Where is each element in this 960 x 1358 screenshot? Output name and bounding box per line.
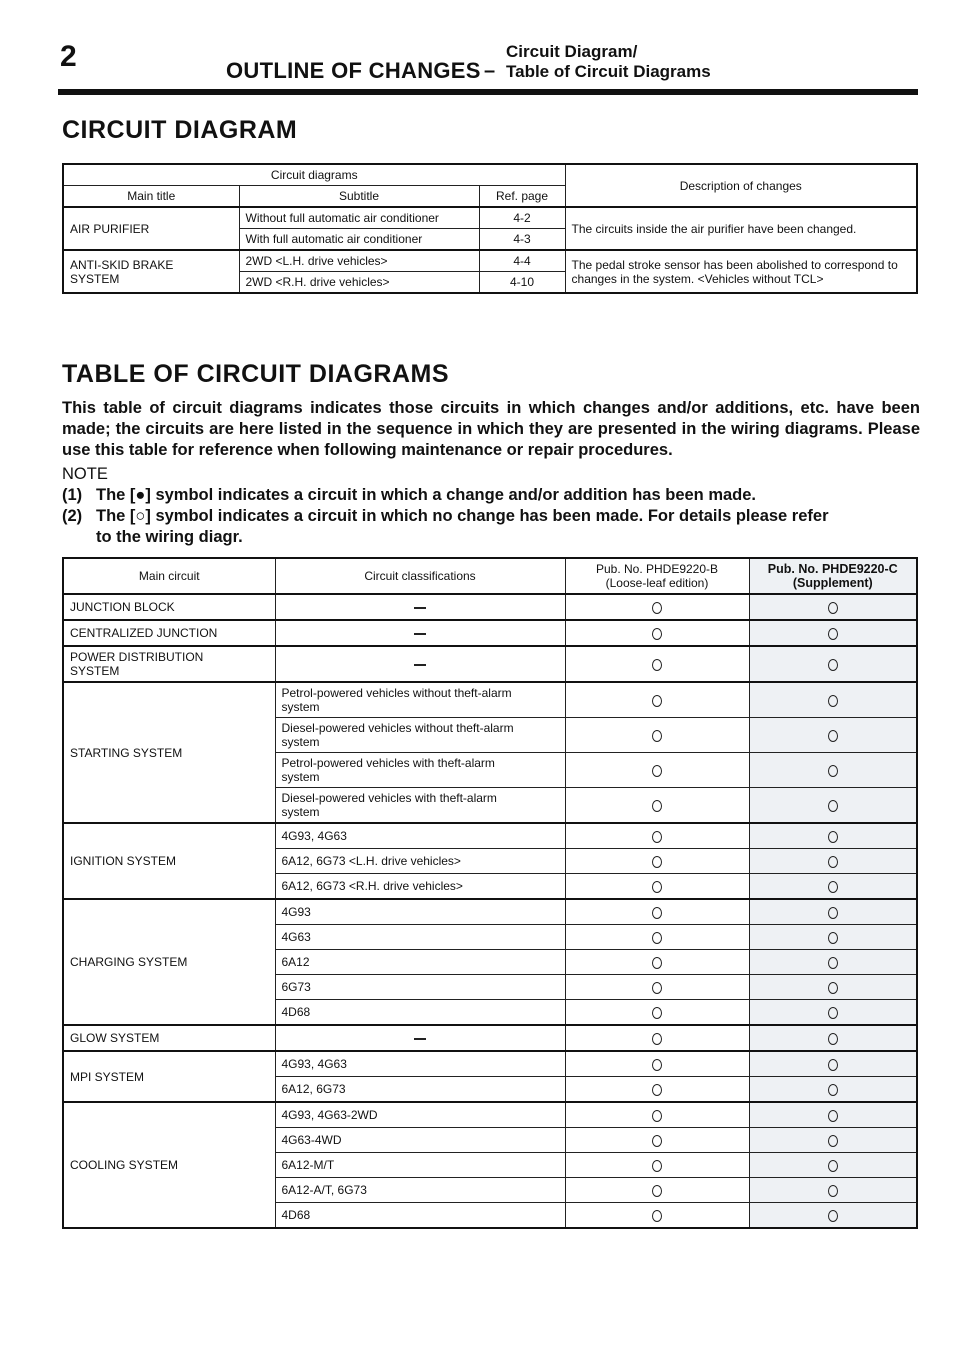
col-ref-page: Ref. page <box>479 186 565 208</box>
pub-c-number: Pub. No. PHDE9220-C <box>767 562 898 576</box>
supplement-status-cell <box>749 849 917 874</box>
main-circuit-cell: CENTRALIZED JUNCTION <box>63 620 275 646</box>
classification-cell: 4G93, 4G63 <box>275 1051 565 1077</box>
circle-symbol <box>828 1059 838 1071</box>
supplement-status-cell <box>749 950 917 975</box>
classification-cell <box>275 594 565 620</box>
loose-leaf-status-cell <box>565 1077 749 1103</box>
main-circuit-cell: CHARGING SYSTEM <box>63 899 275 1025</box>
supplement-status-cell <box>749 1203 917 1229</box>
circle-symbol <box>652 1160 662 1172</box>
circle-symbol <box>652 831 662 843</box>
circle-symbol <box>652 602 662 614</box>
supplement-status-cell <box>749 1153 917 1178</box>
circle-symbol <box>828 1007 838 1019</box>
supplement-status-cell <box>749 682 917 718</box>
pub-b-edition: (Loose-leaf edition) <box>605 576 709 590</box>
classification-cell: 6A12, 6G73 <L.H. drive vehicles> <box>275 849 565 874</box>
supplement-status-cell <box>749 1051 917 1077</box>
loose-leaf-status-cell <box>565 874 749 900</box>
table-row <box>63 1102 917 1128</box>
section-title-circuit-diagram: CIRCUIT DIAGRAM <box>62 116 298 144</box>
circle-symbol <box>828 1135 838 1147</box>
table-row <box>63 646 917 682</box>
loose-leaf-status-cell <box>565 975 749 1000</box>
loose-leaf-status-cell <box>565 1025 749 1051</box>
supplement-status-cell <box>749 899 917 925</box>
section-title-table-of-circuit-diagrams: TABLE OF CIRCUIT DIAGRAMS <box>62 360 450 388</box>
table-row <box>63 823 917 849</box>
loose-leaf-status-cell <box>565 1128 749 1153</box>
circle-symbol <box>828 800 838 812</box>
circle-symbol <box>828 831 838 843</box>
supplement-status-cell <box>749 620 917 646</box>
circle-symbol <box>652 856 662 868</box>
dash-symbol <box>414 1038 426 1040</box>
description-cell: The pedal stroke sensor has been abolished to correspond to changes in the system. <Vehicles without TCL> <box>565 250 917 293</box>
supplement-status-cell <box>749 823 917 849</box>
circle-symbol <box>828 602 838 614</box>
dash-symbol <box>414 607 426 609</box>
header-rule <box>58 89 918 95</box>
ref-page-cell: 4-3 <box>479 229 565 251</box>
loose-leaf-status-cell <box>565 718 749 753</box>
main-title-cell: AIR PURIFIER <box>63 207 239 250</box>
circle-symbol <box>652 1135 662 1147</box>
circle-symbol <box>828 881 838 893</box>
table-row <box>63 1025 917 1051</box>
main-circuit-cell: GLOW SYSTEM <box>63 1025 275 1051</box>
classification-cell: 6A12, 6G73 <box>275 1077 565 1103</box>
supplement-status-cell <box>749 788 917 824</box>
circle-symbol <box>652 1007 662 1019</box>
subtitle-cell: 2WD <R.H. drive vehicles> <box>239 272 479 294</box>
supplement-status-cell <box>749 753 917 788</box>
circle-symbol <box>828 1185 838 1197</box>
main-title-cell: ANTI-SKID BRAKE SYSTEM <box>63 250 239 293</box>
col-description: Description of changes <box>565 164 917 207</box>
classification-cell: 6A12-M/T <box>275 1153 565 1178</box>
circle-symbol <box>652 907 662 919</box>
supplement-status-cell <box>749 1077 917 1103</box>
classification-cell: 4D68 <box>275 1203 565 1229</box>
circle-symbol <box>652 800 662 812</box>
classification-cell: Diesel-powered vehicles with theft-alarm system <box>275 788 565 824</box>
supplement-status-cell <box>749 1178 917 1203</box>
loose-leaf-status-cell <box>565 849 749 874</box>
col-group-circuit-diagrams: Circuit diagrams <box>63 164 565 186</box>
note-number: (2) <box>62 507 83 525</box>
classification-cell: Petrol-powered vehicles without theft-alarm system <box>275 682 565 718</box>
circle-symbol <box>652 881 662 893</box>
col-subtitle: Subtitle <box>239 186 479 208</box>
note-heading: NOTE <box>62 465 108 483</box>
loose-leaf-status-cell <box>565 620 749 646</box>
header-dash: – <box>484 60 496 82</box>
circle-symbol <box>652 982 662 994</box>
classification-cell: 6A12, 6G73 <R.H. drive vehicles> <box>275 874 565 900</box>
circle-symbol <box>828 982 838 994</box>
col-main-circuit: Main circuit <box>63 558 275 594</box>
circuit-diagram-table <box>62 163 918 294</box>
intro-paragraph: This table of circuit diagrams indicates those circuits in which changes and/or additions, etc. have been made; the circuits are here listed in the sequence in which they are presented in the wiring diagrams. Please use this table for reference when following maintenance or repair procedures. <box>62 399 920 459</box>
table-row <box>63 594 917 620</box>
circle-symbol <box>652 695 662 707</box>
dash-symbol <box>414 664 426 666</box>
note-number: (1) <box>62 486 83 504</box>
supplement-status-cell <box>749 1025 917 1051</box>
supplement-status-cell <box>749 718 917 753</box>
main-circuit-cell: POWER DISTRIBUTION SYSTEM <box>63 646 275 682</box>
note-2 <box>62 506 920 548</box>
subtitle-cell: Without full automatic air conditioner <box>239 207 479 229</box>
note-text-continued: to the wiring diagr. <box>96 528 243 546</box>
ref-page-cell: 4-2 <box>479 207 565 229</box>
loose-leaf-status-cell <box>565 1000 749 1026</box>
circle-symbol <box>828 907 838 919</box>
loose-leaf-status-cell <box>565 753 749 788</box>
circle-symbol <box>652 1059 662 1071</box>
circle-symbol <box>652 1185 662 1197</box>
supplement-status-cell <box>749 975 917 1000</box>
loose-leaf-status-cell <box>565 646 749 682</box>
classification-cell: 4G93, 4G63 <box>275 823 565 849</box>
classification-cell: 6G73 <box>275 975 565 1000</box>
pub-c-edition: (Supplement) <box>792 576 873 590</box>
classification-cell: 4D68 <box>275 1000 565 1026</box>
main-circuit-cell: COOLING SYSTEM <box>63 1102 275 1228</box>
pub-b-number: Pub. No. PHDE9220-B <box>595 562 719 576</box>
classification-cell: 4G93 <box>275 899 565 925</box>
subtitle-cell: With full automatic air conditioner <box>239 229 479 251</box>
main-circuit-cell: JUNCTION BLOCK <box>63 594 275 620</box>
classification-cell: Diesel-powered vehicles without theft-alarm system <box>275 718 565 753</box>
classification-cell: 4G63 <box>275 925 565 950</box>
circle-symbol <box>652 659 662 671</box>
circuit-table <box>62 557 918 1229</box>
loose-leaf-status-cell <box>565 950 749 975</box>
note-1 <box>62 485 920 506</box>
loose-leaf-status-cell <box>565 1203 749 1229</box>
circle-symbol <box>828 765 838 777</box>
circle-symbol <box>828 1210 838 1222</box>
circle-symbol <box>652 932 662 944</box>
supplement-status-cell <box>749 925 917 950</box>
header-subtitle-line1: Circuit Diagram/ <box>506 42 638 61</box>
circle-symbol <box>652 957 662 969</box>
circle-symbol <box>828 1160 838 1172</box>
circle-symbol <box>828 1084 838 1096</box>
table-row <box>63 899 917 925</box>
loose-leaf-status-cell <box>565 1178 749 1203</box>
classification-cell <box>275 1025 565 1051</box>
loose-leaf-status-cell <box>565 823 749 849</box>
loose-leaf-status-cell <box>565 925 749 950</box>
loose-leaf-status-cell <box>565 1051 749 1077</box>
classification-cell: 4G63-4WD <box>275 1128 565 1153</box>
circle-symbol <box>828 957 838 969</box>
classification-cell <box>275 620 565 646</box>
supplement-status-cell <box>749 594 917 620</box>
col-main-title: Main title <box>63 186 239 208</box>
subtitle-cell: 2WD <L.H. drive vehicles> <box>239 250 479 272</box>
description-cell: The circuits inside the air purifier have been changed. <box>565 207 917 250</box>
classification-cell <box>275 646 565 682</box>
ref-page-cell: 4-10 <box>479 272 565 294</box>
circle-symbol <box>828 932 838 944</box>
circle-symbol <box>828 659 838 671</box>
col-circuit-classifications: Circuit classifications <box>275 558 565 594</box>
circle-symbol <box>828 628 838 640</box>
circle-symbol <box>652 628 662 640</box>
note-text: The [○] symbol indicates a circuit in which no change has been made. For details please refer <box>96 507 829 525</box>
col-pub-b <box>565 558 749 594</box>
circle-symbol <box>652 1084 662 1096</box>
table-row <box>63 1051 917 1077</box>
main-circuit-cell: IGNITION SYSTEM <box>63 823 275 899</box>
circle-symbol <box>828 1033 838 1045</box>
loose-leaf-status-cell <box>565 682 749 718</box>
circle-symbol <box>828 730 838 742</box>
supplement-status-cell <box>749 1000 917 1026</box>
supplement-status-cell <box>749 646 917 682</box>
circle-symbol <box>652 1033 662 1045</box>
loose-leaf-status-cell <box>565 899 749 925</box>
classification-cell: 6A12 <box>275 950 565 975</box>
dash-symbol <box>414 633 426 635</box>
circle-symbol <box>652 730 662 742</box>
ref-page-cell: 4-4 <box>479 250 565 272</box>
main-circuit-cell: MPI SYSTEM <box>63 1051 275 1102</box>
circle-symbol <box>828 856 838 868</box>
circle-symbol <box>828 695 838 707</box>
circle-symbol <box>828 1110 838 1122</box>
note-text: The [●] symbol indicates a circuit in which a change and/or addition has been made. <box>96 486 757 504</box>
header-subtitle-line2: Table of Circuit Diagrams <box>506 62 711 81</box>
loose-leaf-status-cell <box>565 594 749 620</box>
classification-cell: 4G93, 4G63-2WD <box>275 1102 565 1128</box>
loose-leaf-status-cell <box>565 788 749 824</box>
classification-cell: Petrol-powered vehicles with theft-alarm system <box>275 753 565 788</box>
header-title: OUTLINE OF CHANGES <box>226 58 481 83</box>
table-row <box>63 620 917 646</box>
classification-cell: 6A12-A/T, 6G73 <box>275 1178 565 1203</box>
loose-leaf-status-cell <box>565 1102 749 1128</box>
supplement-status-cell <box>749 874 917 900</box>
supplement-status-cell <box>749 1128 917 1153</box>
circle-symbol <box>652 765 662 777</box>
loose-leaf-status-cell <box>565 1153 749 1178</box>
main-circuit-cell: STARTING SYSTEM <box>63 682 275 823</box>
supplement-status-cell <box>749 1102 917 1128</box>
circle-symbol <box>652 1210 662 1222</box>
circle-symbol <box>652 1110 662 1122</box>
table-row <box>63 682 917 718</box>
page-number: 2 <box>60 40 77 73</box>
col-pub-c <box>749 558 917 594</box>
